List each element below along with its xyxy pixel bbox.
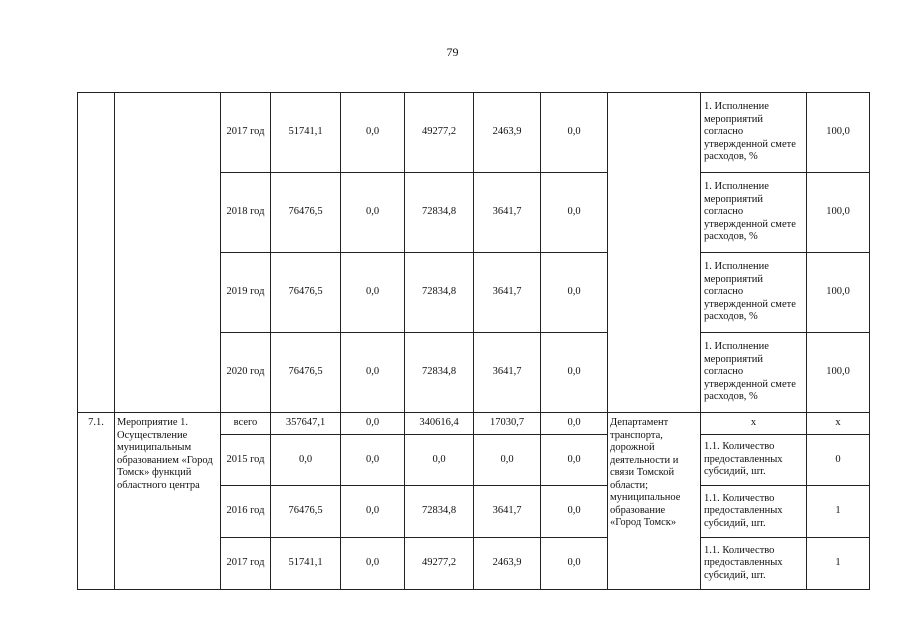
total-cell: 357647,1	[271, 413, 341, 435]
local-cell: 3641,7	[474, 333, 541, 413]
total-cell: 51741,1	[271, 538, 341, 590]
total-cell: 76476,5	[271, 333, 341, 413]
other-cell: 0,0	[541, 413, 608, 435]
indicator-value-cell: 1	[807, 538, 870, 590]
budget-table	[77, 92, 870, 590]
total-cell: 76476,5	[271, 173, 341, 253]
regional-cell: 0,0	[405, 435, 474, 486]
indicator-cell: x	[701, 413, 807, 435]
local-cell: 3641,7	[474, 253, 541, 333]
other-cell: 0,0	[541, 93, 608, 173]
indicator-cell: 1.1. Количество предоставленных субсидий, шт.	[701, 435, 807, 486]
year-cell: 2019 год	[221, 253, 271, 333]
empty-name-cell	[115, 93, 221, 413]
year-cell: 2017 год	[221, 538, 271, 590]
other-cell: 0,0	[541, 173, 608, 253]
indicator-cell: 1.1. Количество предоставленных субсидий, шт.	[701, 486, 807, 538]
year-cell: 2018 год	[221, 173, 271, 253]
indicator-value-cell: x	[807, 413, 870, 435]
local-cell: 0,0	[474, 435, 541, 486]
other-cell: 0,0	[541, 333, 608, 413]
empty-number-cell	[78, 93, 115, 413]
total-cell: 0,0	[271, 435, 341, 486]
other-cell: 0,0	[541, 538, 608, 590]
federal-cell: 0,0	[341, 538, 405, 590]
local-cell: 2463,9	[474, 538, 541, 590]
regional-cell: 72834,8	[405, 486, 474, 538]
indicator-cell: 1. Исполнение мероприятий согласно утвержденной смете расходов, %	[701, 173, 807, 253]
empty-executor-cell	[608, 93, 701, 413]
indicator-cell: 1. Исполнение мероприятий согласно утвержденной смете расходов, %	[701, 253, 807, 333]
local-cell: 2463,9	[474, 93, 541, 173]
total-cell: 76476,5	[271, 486, 341, 538]
indicator-value-cell: 100,0	[807, 173, 870, 253]
regional-cell: 49277,2	[405, 538, 474, 590]
other-cell: 0,0	[541, 253, 608, 333]
year-cell: 2020 год	[221, 333, 271, 413]
year-cell: 2017 год	[221, 93, 271, 173]
indicator-value-cell: 0	[807, 435, 870, 486]
federal-cell: 0,0	[341, 333, 405, 413]
total-cell: 76476,5	[271, 253, 341, 333]
table-row	[78, 93, 870, 173]
indicator-cell: 1. Исполнение мероприятий согласно утвержденной смете расходов, %	[701, 333, 807, 413]
local-cell: 17030,7	[474, 413, 541, 435]
indicator-value-cell: 100,0	[807, 253, 870, 333]
regional-cell: 72834,8	[405, 173, 474, 253]
indicator-value-cell: 100,0	[807, 93, 870, 173]
year-cell: 2015 год	[221, 435, 271, 486]
indicator-cell: 1.1. Количество предоставленных субсидий, шт.	[701, 538, 807, 590]
measure-name-cell: Мероприятие 1. Осуществление муниципальным образованием «Город Томск» функций областного центра	[115, 413, 221, 590]
regional-cell: 72834,8	[405, 333, 474, 413]
regional-cell: 72834,8	[405, 253, 474, 333]
regional-cell: 49277,2	[405, 93, 474, 173]
federal-cell: 0,0	[341, 93, 405, 173]
other-cell: 0,0	[541, 435, 608, 486]
federal-cell: 0,0	[341, 253, 405, 333]
executor-cell: Департамент транспорта, дорожной деятельности и связи Томской области; муниципальное образование «Город Томск»	[608, 413, 701, 590]
regional-cell: 340616,4	[405, 413, 474, 435]
indicator-cell: 1. Исполнение мероприятий согласно утвержденной смете расходов, %	[701, 93, 807, 173]
indicator-value-cell: 100,0	[807, 333, 870, 413]
year-cell: 2016 год	[221, 486, 271, 538]
other-cell: 0,0	[541, 486, 608, 538]
table-row	[78, 413, 870, 435]
federal-cell: 0,0	[341, 435, 405, 486]
indicator-value-cell: 1	[807, 486, 870, 538]
local-cell: 3641,7	[474, 486, 541, 538]
federal-cell: 0,0	[341, 413, 405, 435]
federal-cell: 0,0	[341, 173, 405, 253]
measure-number-cell: 7.1.	[78, 413, 115, 590]
year-cell: всего	[221, 413, 271, 435]
local-cell: 3641,7	[474, 173, 541, 253]
page-number: 79	[446, 45, 459, 59]
total-cell: 51741,1	[271, 93, 341, 173]
federal-cell: 0,0	[341, 486, 405, 538]
